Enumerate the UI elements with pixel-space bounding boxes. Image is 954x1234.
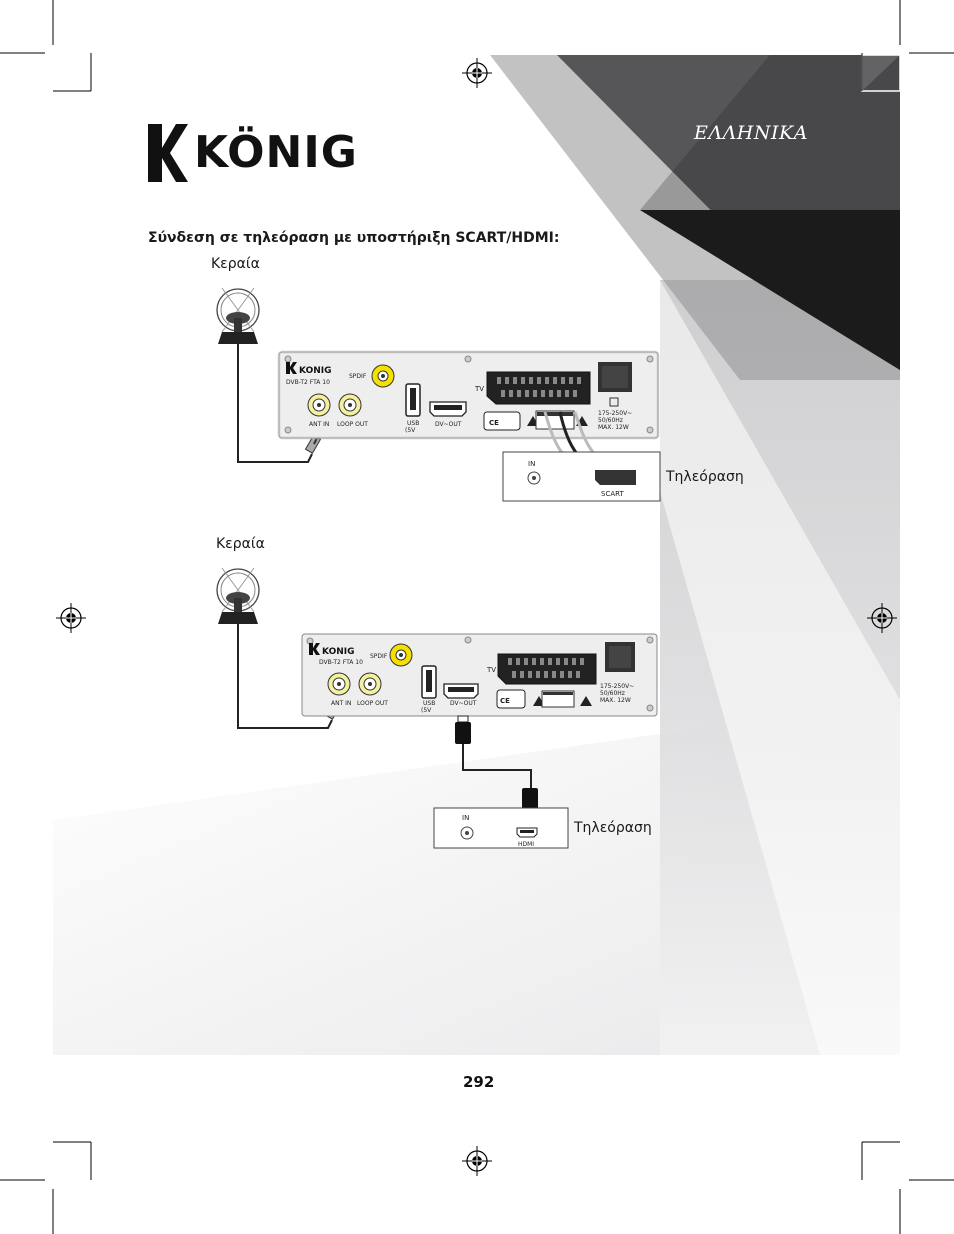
receiver-back-panel bbox=[302, 634, 657, 716]
registration-mark-right-icon bbox=[867, 603, 897, 633]
svg-text:CE: CE bbox=[489, 419, 499, 427]
brand-logo bbox=[148, 124, 358, 184]
svg-text:175-250V~: 175-250V~ bbox=[598, 410, 633, 417]
svg-text:LOOP OUT: LOOP OUT bbox=[337, 421, 368, 428]
antenna-label-scart: Κεραία bbox=[211, 256, 260, 272]
antenna-icon bbox=[217, 288, 259, 344]
hdmi-cable-icon bbox=[455, 716, 538, 820]
svg-text:HDMI: HDMI bbox=[518, 841, 535, 848]
svg-text:USB: USB bbox=[423, 700, 436, 707]
language-label: ΕΛΛΗΝΙΚΑ bbox=[694, 122, 808, 144]
svg-text:SCART: SCART bbox=[601, 490, 624, 498]
scart-socket-icon bbox=[595, 470, 636, 485]
svg-text:SPDIF: SPDIF bbox=[349, 373, 367, 380]
svg-text:USB: USB bbox=[407, 420, 420, 427]
antenna-label-hdmi: Κεραία bbox=[216, 536, 265, 552]
svg-text:50/60Hz: 50/60Hz bbox=[598, 417, 623, 424]
svg-text:LOOP OUT: LOOP OUT bbox=[357, 700, 388, 707]
svg-text:(5V: (5V bbox=[405, 427, 416, 434]
svg-text:DV~OUT: DV~OUT bbox=[450, 700, 477, 707]
registration-mark-bottom-icon bbox=[462, 1146, 492, 1176]
svg-text:IN: IN bbox=[462, 814, 470, 822]
brand-logo-mark-icon bbox=[148, 124, 188, 182]
svg-text:ANT IN: ANT IN bbox=[309, 421, 330, 428]
brand-name: KÖNIG bbox=[194, 127, 358, 178]
page-number: 292 bbox=[463, 1073, 495, 1091]
antenna-icon bbox=[217, 568, 259, 624]
scart-connection-diagram bbox=[200, 278, 670, 508]
svg-text:TV: TV bbox=[475, 385, 485, 393]
svg-text:TV: TV bbox=[487, 666, 497, 674]
svg-text:KONIG: KONIG bbox=[322, 647, 355, 657]
svg-text:DVB-T2 FTA 10: DVB-T2 FTA 10 bbox=[319, 659, 363, 666]
hdmi-socket-icon bbox=[517, 828, 537, 837]
registration-mark-top-icon bbox=[462, 58, 492, 88]
receiver-back-panel bbox=[279, 352, 658, 438]
svg-text:175-250V~: 175-250V~ bbox=[600, 683, 635, 690]
svg-text:CE: CE bbox=[500, 697, 510, 705]
svg-text:DV~OUT: DV~OUT bbox=[435, 421, 462, 428]
svg-text:SPDIF: SPDIF bbox=[370, 653, 388, 660]
svg-text:KONIG: KONIG bbox=[299, 366, 332, 376]
registration-mark-left-icon bbox=[56, 603, 86, 633]
section-title: Σύνδεση σε τηλεόραση με υποστήριξη SCART/HDMI: bbox=[148, 230, 560, 246]
svg-text:(5V: (5V bbox=[421, 707, 432, 714]
hdmi-connection-diagram bbox=[200, 560, 670, 855]
svg-text:MAX. 12W: MAX. 12W bbox=[598, 424, 629, 431]
tv-label-scart: Τηλεόραση bbox=[666, 469, 744, 485]
svg-text:IN: IN bbox=[528, 460, 536, 468]
svg-text:ANT IN: ANT IN bbox=[331, 700, 352, 707]
tv-label-hdmi: Τηλεόραση bbox=[574, 820, 652, 836]
svg-text:DVB-T2 FTA 10: DVB-T2 FTA 10 bbox=[286, 379, 330, 386]
svg-text:50/60Hz: 50/60Hz bbox=[600, 690, 625, 697]
svg-text:MAX. 12W: MAX. 12W bbox=[600, 697, 631, 704]
